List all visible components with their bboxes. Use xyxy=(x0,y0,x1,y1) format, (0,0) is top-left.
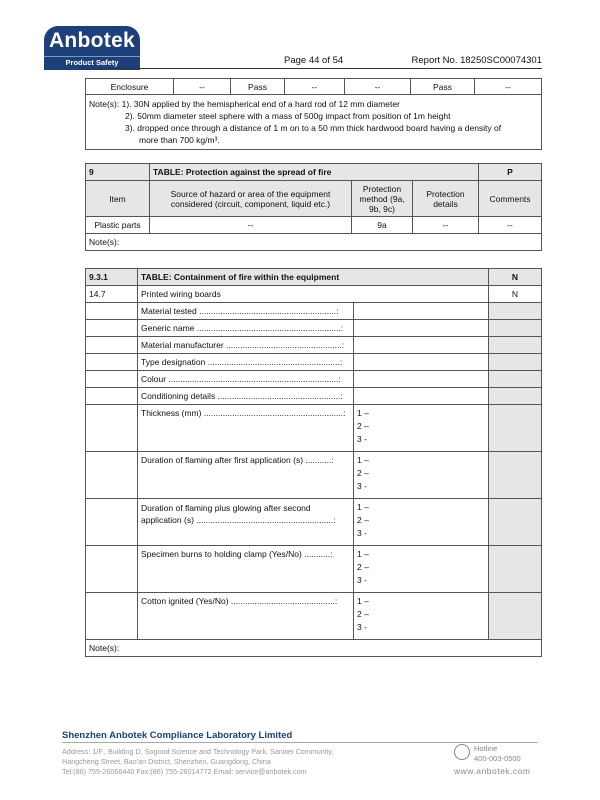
field-value xyxy=(354,354,489,371)
address-line: Address: 1/F., Building D, Sogood Science and Technology Park, Sanwei Community, xyxy=(62,747,334,756)
website: www.anbotek.com xyxy=(454,766,531,776)
cell: -- xyxy=(413,217,479,234)
specimen-1: 1 – xyxy=(357,549,369,559)
cell: -- xyxy=(285,79,345,95)
field-label: Thickness (mm) ...........................................................: xyxy=(138,405,354,452)
specimen-values xyxy=(354,593,489,640)
enclosure-row xyxy=(86,79,542,95)
cell: Pass xyxy=(231,79,285,95)
field-row xyxy=(86,337,542,354)
field-value xyxy=(354,320,489,337)
multi-row xyxy=(86,593,542,640)
specimen-1: 1 – xyxy=(357,455,369,465)
multi-row xyxy=(86,546,542,593)
table-title: TABLE: Containment of fire within the equipment xyxy=(138,269,489,286)
enclosure-table xyxy=(85,78,542,150)
note-line: Note(s): 1). 30N applied by the hemispherical end of a hard rod of 12 mm diameter xyxy=(89,99,400,109)
specimen-values xyxy=(354,405,489,452)
column-header: Protection details xyxy=(413,181,479,217)
specimen-1: 1 – xyxy=(357,596,369,606)
table-note: Note(s): xyxy=(86,640,542,657)
specimen-1: 1 – xyxy=(357,502,369,512)
field-label: Cotton ignited (Yes/No) ............................................: xyxy=(138,593,354,640)
field-value xyxy=(354,337,489,354)
sub-clause: 14.7 xyxy=(86,286,138,303)
hotline-number: 400-003-0500 xyxy=(474,754,521,763)
specimen-3: 3 - xyxy=(357,481,367,491)
specimen-3: 3 - xyxy=(357,575,367,585)
field-label: Generic name .............................................................: xyxy=(138,320,354,337)
field-label: Duration of flaming after first application (s) ...........: xyxy=(138,452,354,499)
cell: -- xyxy=(150,217,352,234)
field-row xyxy=(86,303,542,320)
table-clause: 9.3.1 xyxy=(86,269,138,286)
field-label: Conditioning details ....................................................: xyxy=(138,388,354,405)
multi-row xyxy=(86,452,542,499)
column-header: Comments xyxy=(479,181,542,217)
field-row xyxy=(86,388,542,405)
cell: -- xyxy=(345,79,411,95)
field-value xyxy=(354,371,489,388)
column-header: Source of hazard or area of the equipment considered (circuit, component, liquid etc.) xyxy=(150,181,352,217)
cell: Enclosure xyxy=(86,79,174,95)
note-line: 2). 50mm diameter steel sphere with a mass of 500g impact from position of 1m height xyxy=(125,111,451,121)
contact-line: Tel:(86) 755-26066440 Fax:(86) 755-26014772 Email: service@anbotek.com xyxy=(62,767,307,776)
page-number: Page 44 of 54 xyxy=(284,55,344,66)
column-header: Protection method (9a, 9b, 9c) xyxy=(352,181,413,217)
field-label: Material manufacturer .................................................: xyxy=(138,337,354,354)
logo-name: Anbotek xyxy=(48,29,136,52)
field-value xyxy=(354,303,489,320)
table-note: Note(s): xyxy=(86,234,542,251)
footer-address xyxy=(62,747,333,777)
table-verdict: P xyxy=(479,164,542,181)
column-header: Item xyxy=(86,181,150,217)
cell: -- xyxy=(479,217,542,234)
logo-subtitle: Product Safety xyxy=(44,56,140,67)
field-row xyxy=(86,371,542,388)
field-label: Colour ........................................................................: xyxy=(138,371,354,388)
field-row xyxy=(86,320,542,337)
hotline-block xyxy=(454,744,540,780)
cell: -- xyxy=(475,79,542,95)
field-label: Type designation ........................................................: xyxy=(138,354,354,371)
table-verdict: N xyxy=(489,269,542,286)
specimen-2: 2 – xyxy=(357,562,369,572)
field-label: Specimen burns to holding clamp (Yes/No) ...........: xyxy=(138,546,354,593)
footer-company: Shenzhen Anbotek Compliance Laboratory Limited xyxy=(62,730,293,741)
specimen-3: 3 - xyxy=(357,622,367,632)
specimen-values xyxy=(354,546,489,593)
cell: 9a xyxy=(352,217,413,234)
hotline-icon xyxy=(454,744,470,760)
specimen-2: 2 – xyxy=(357,515,369,525)
table-row xyxy=(86,217,542,234)
cell: Plastic parts xyxy=(86,217,150,234)
anbotek-logo xyxy=(44,26,140,70)
table-clause: 9 xyxy=(86,164,150,181)
cell: -- xyxy=(174,79,231,95)
cell: Pass xyxy=(411,79,475,95)
footer-divider xyxy=(62,742,538,743)
sub-title: Printed wiring boards xyxy=(138,286,489,303)
table-title: TABLE: Protection against the spread of fire xyxy=(150,164,479,181)
specimen-3: 3 - xyxy=(357,434,367,444)
specimen-3: 3 - xyxy=(357,528,367,538)
field-row xyxy=(86,354,542,371)
field-value xyxy=(354,388,489,405)
note-line: more than 700 kg/m³. xyxy=(139,135,220,145)
specimen-values xyxy=(354,499,489,546)
field-label: Material tested ..........................................................: xyxy=(138,303,354,320)
multi-row xyxy=(86,405,542,452)
specimen-1: 1 – xyxy=(357,408,369,418)
specimen-2: 2 – xyxy=(357,468,369,478)
specimen-2: 2 – xyxy=(357,609,369,619)
address-line: Hangcheng Street, Bao'an District, Shenzhen, Guangdong, China xyxy=(62,757,271,766)
header-divider xyxy=(82,68,542,69)
specimen-2: 2 – xyxy=(357,421,369,431)
note-line: 3). dropped once through a distance of 1 m on to a 50 mm thick hardwood board having a density of xyxy=(125,123,502,133)
specimen-values xyxy=(354,452,489,499)
report-number: Report No. 18250SC00074301 xyxy=(411,55,542,66)
multi-row xyxy=(86,499,542,546)
sub-verdict: N xyxy=(489,286,542,303)
table-9-3-1 xyxy=(85,268,542,657)
enclosure-notes xyxy=(86,95,542,150)
field-label: Duration of flaming plus glowing after second application (s) ..........................................................: xyxy=(138,499,354,546)
table-9 xyxy=(85,163,542,251)
hotline-label: Hotline xyxy=(474,744,498,753)
